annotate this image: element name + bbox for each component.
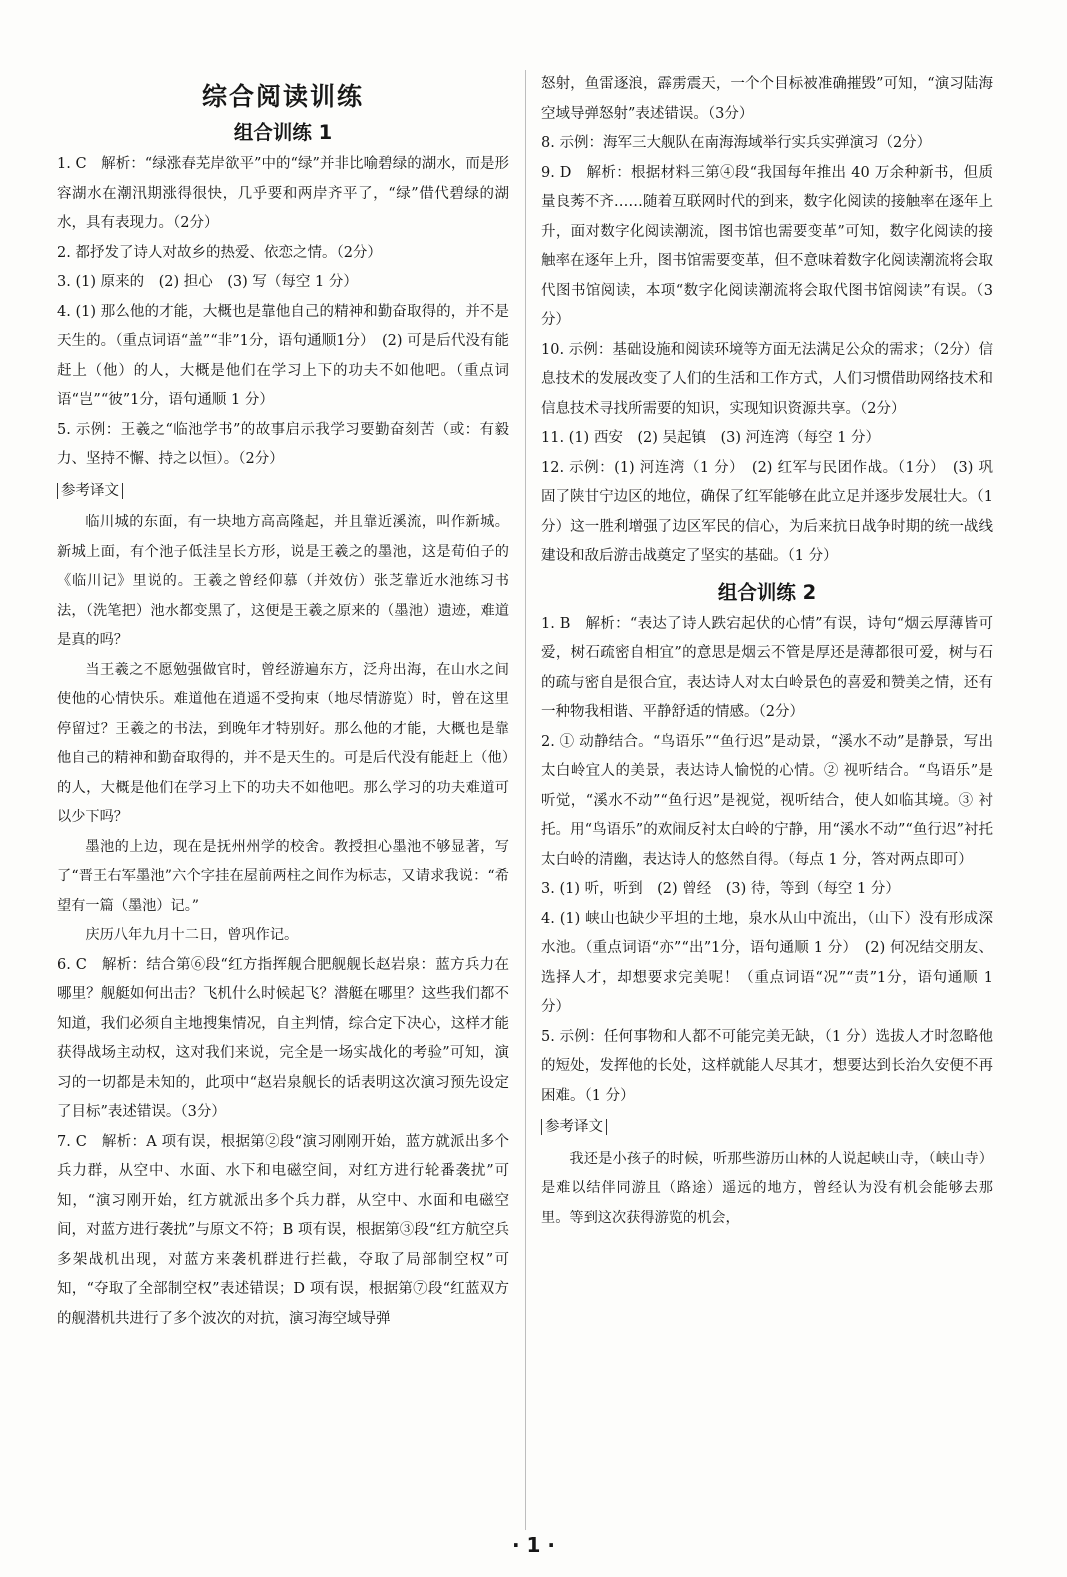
translation-paragraph: 我还是小孩子的时候，听那些游历山林的人说起峡山寺，（峡山寺）是难以结伴同游且（路途）遥远的地方，曾经认为没有机会能够去那里。等到这次获得游览的机会， xyxy=(541,1150,993,1226)
answer-2-1: 1. B 解析：“表达了诗人跌宕起伏的心情”有误，诗句“烟云厚薄皆可爱，树石疏密自相宜”的意思是烟云不管是厚还是薄都很可爱，树与石的疏与密自是很合宜，表达诗人对太白岭景色的喜爱和赞美之情，还有一种物我相谐、平静舒适的情感。（2分） xyxy=(541,615,993,720)
answer-7: 7. C 解析：A 项有误，根据第②段“演习刚刚开始，蓝方就派出多个兵力群，从空中、水面、水下和电磁空间，对红方进行轮番袭扰”可知，“演习刚开始，红方就派出多个兵力群，从空中、水面和电磁空间，对蓝方进行袭扰”与原文不符；B 项有误，根据第③段“红方航空兵多架战机出现，对蓝方来袭机群进行拦截，夺取了局部制空权”可知，“夺取了全部制空权”表述错误；D 项有误，根据第⑦段“红蓝双方的舰潜机共进行了多个波次的对抗，演习海空域导弹 xyxy=(57,1133,509,1327)
subsection-title: 组合训练 1 xyxy=(233,121,333,144)
answer-7-continued: 怒射，鱼雷逐浪，霹雳震天，一个个目标被准确摧毁”可知，“演习陆海空域导弹怒射”表述错误。（3分） xyxy=(541,76,993,122)
reference-translation-label: 参考译文 xyxy=(57,477,509,507)
translation-paragraph: 庆历八年九月十二日，曾巩作记。 xyxy=(85,927,299,943)
answer-2: 2. 都抒发了诗人对故乡的热爱、依恋之情。（2分） xyxy=(57,244,382,261)
page-number: · 1 · xyxy=(511,1533,556,1557)
answer-8: 8. 示例：海军三大舰队在南海海域举行实兵实弹演习（2分） xyxy=(541,135,932,151)
section-title: 综合阅读训练 xyxy=(201,82,364,111)
reference-translation-label-2: 参考译文 xyxy=(541,1113,993,1143)
column-divider xyxy=(525,70,526,1530)
answer-4: 4. (1) 那么他的才能，大概也是靠他自己的精神和勤奋取得的，并不是天生的。（重点词语“盖”“非”1分，语句通顺1分） (2) 可是后代没有能赶上（他）的人，大概是他们在学习上下的功夫不如他吧。（重点词语“岂”“彼”1分，语句通顺 1 分） xyxy=(57,303,509,408)
left-column xyxy=(57,70,509,1334)
translation-paragraph: 临川城的东面，有一块地方高高隆起，并且靠近溪流，叫作新城。新城上面，有个池子低洼呈长方形，说是王羲之的墨池，这是荀伯子的《临川记》里说的。王羲之曾经仰慕（并效仿）张芝靠近水池练习书法，（洗笔把）池水都变黑了，这便是王羲之原来的（墨池）遗迹，难道是真的吗？ xyxy=(57,514,509,648)
right-column xyxy=(541,70,993,1233)
subsection-title-2: 组合训练 2 xyxy=(717,580,817,604)
answer-11: 11. (1) 西安 (2) 吴起镇 (3) 河连湾（每空 1 分） xyxy=(541,430,881,446)
answer-10: 10. 示例：基础设施和阅读环境等方面无法满足公众的需求；（2分）信息技术的发展改变了人们的生活和工作方式，人们习惯借助网络技术和信息技术寻找所需要的知识，实现知识资源共享。（2分） xyxy=(541,341,993,417)
answer-2-5: 5. 示例：任何事物和人都不可能完美无缺，（1 分）选拔人才时忽略他的短处，发挥他的长处，这样就能人尽其才，想要达到长治久安便不再困难。（1 分） xyxy=(541,1028,993,1104)
answer-2-4: 4. (1) 峡山也缺少平坦的土地，泉水从山中流出，（山下）没有形成深水池。（重点词语“亦”“出”1分，语句通顺 1 分） (2) 何况结交朋友、选择人才，却想要求完美呢！（重点词语“况”“责”1分，语句通顺 1 分） xyxy=(541,910,993,1015)
translation-paragraph: 墨池的上边，现在是抚州州学的校舍。教授担心墨池不够显著，写了“晋王右军墨池”六个字挂在屋前两柱之间作为标志，又请求我说：“希望有一篇（墨池）记。” xyxy=(57,838,509,914)
answer-12: 12. 示例：(1) 河连湾（1 分） (2) 红军与民团作战。（1分） (3) 巩固了陕甘宁边区的地位，确保了红军能够在此立足并逐步发展壮大。（1分）这一胜利增强了边区军民的信心，为后来抗日战争时期的统一战线建设和敌后游击战奠定了坚实的基础。（1 分） xyxy=(541,459,993,564)
answer-5: 5. 示例：王羲之“临池学书”的故事启示我学习要勤奋刻苦（或：有毅力、坚持不懈、持之以恒）。（2分） xyxy=(57,421,509,467)
answer-2-2: 2. ① 动静结合。“鸟语乐”“鱼行迟”是动景，“溪水不动”是静景，写出太白岭宜人的美景，表达诗人愉悦的心情。② 视听结合。“鸟语乐”是听觉，“溪水不动”“鱼行迟”是视觉，视听结合，使人如临其境。③ 衬托。用“鸟语乐”的欢闹反衬太白岭的宁静，用“溪水不动”“鱼行迟”衬托太白岭的清幽，表达诗人的悠然自得。（每点 1 分，答对两点即可） xyxy=(541,733,993,868)
answer-6: 6. C 解析：结合第⑥段“红方指挥舰合肥舰舰长赵岩泉：蓝方兵力在哪里？舰艇如何出击？飞机什么时候起飞？潜艇在哪里？这些我们都不知道，我们必须自主地搜集情况，自主判情，综合定下决心，这样才能获得战场主动权，这对我们来说，完全是一场实战化的考验”可知，演习的一切都是未知的，此项中“赵岩泉舰长的话表明这次演习预先设定了目标”表述错误。（3分） xyxy=(57,956,509,1120)
answer-9: 9. D 解析：根据材料三第④段“我国每年推出 40 万余种新书，但质量良莠不齐……随着互联网时代的到来，数字化阅读的接触率在逐年上升，面对数字化阅读潮流，图书馆也需要变革”可知，数字化阅读的接触率在逐年上升，图书馆需要变革，但不意味着数字化阅读潮流将会取代图书馆阅读，本项“数字化阅读潮流将会取代图书馆阅读”有误。（3分） xyxy=(541,164,993,328)
translation-paragraph: 当王羲之不愿勉强做官时，曾经游遍东方，泛舟出海，在山水之间使他的心情快乐。难道他在逍遥不受拘束（地尽情游览）时，曾在这里停留过？王羲之的书法，到晚年才特别好。那么他的才能，大概也是靠他自己的精神和勤奋取得的，并不是天生的。可是后代没有能赶上（他）的人，大概是他们在学习上下的功夫不如他吧。那么学习的功夫难道可以少下吗？ xyxy=(57,661,509,825)
answer-2-3: 3. (1) 听，听到 (2) 曾经 (3) 待，等到（每空 1 分） xyxy=(541,881,900,897)
answer-3: 3. (1) 原来的 (2) 担心 (3) 写（每空 1 分） xyxy=(57,274,358,290)
answer-1: 1. C 解析：“绿涨春芜岸欲平”中的“绿”并非比喻碧绿的湖水，而是形容湖水在潮汛期涨得很快，几乎要和两岸齐平了，“绿”借代碧绿的湖水，具有表现力。（2分） xyxy=(57,156,509,231)
